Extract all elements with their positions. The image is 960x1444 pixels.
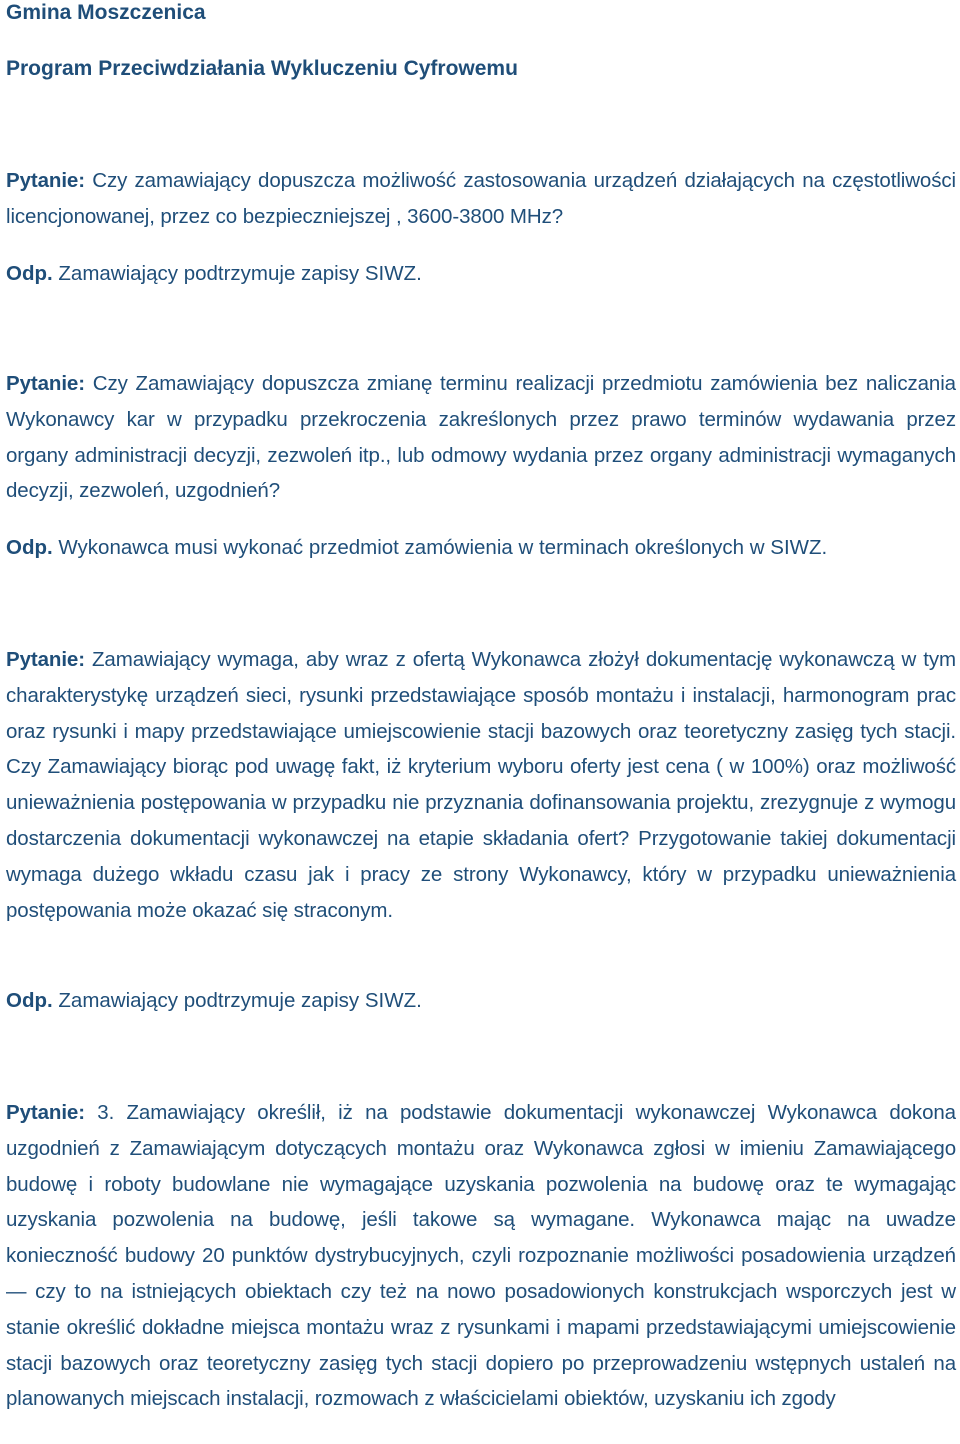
answer-label: Odp. xyxy=(6,262,53,285)
question-4-text: 3. Zamawiający określił, iż na podstawie dokumentacji wykonawczej Wykonawca dokona uzgodnień z Zamawiającym dotyczących montażu oraz Wykonawca zgłosi w imieniu Zamawiającego budowę i roboty budowlane nie wymagające uzyskania pozwolenia na budowę oraz te wymagając uzyskania pozwolenia na budowę, jeśli takowe są wymagane. Wykonawca mając na uwadze konieczność budowy 20 punktów dystrybucyjnych, czyli rozpoznanie możliwości posadowienia urządzeń — czy to na istniejących obiektach czy też na nowo posadowionych konstrukcjach wsporczych jest w stanie określić dokładne miejsca montażu wraz z rysunkami i mapami przedstawiającymi umiejscowienie stacji bazowych oraz teoretyczny zasięg tych stacji dopiero po przeprowadzeniu wstępnych ustaleń na planowanych miejscach instalacji, rozmowach z właścicielami obiektów, uzyskaniu ich zgody xyxy=(6,1101,956,1411)
answer-1-text: Zamawiający podtrzymuje zapisy SIWZ. xyxy=(58,262,422,285)
question-1-text: Czy zamawiający dopuszcza możliwość zastosowania urządzeń działających na częstotliwości licencjonowanej, przez co bezpieczniejszej , 3600-3800 MHz? xyxy=(6,169,956,228)
question-3-text: Zamawiający wymaga, aby wraz z ofertą Wykonawca złożył dokumentację wykonawczą w tym charakterystykę urządzeń sieci, rysunki przedstawiające sposób montażu i instalacji, harmonogram prac oraz rysunki i mapy przedstawiające umiejscowienie stacji bazowych oraz teoretyczny zasięg tych stacji. Czy Zamawiający biorąc pod uwagę fakt, iż kryterium wyboru oferty jest cena ( w 100%) oraz możliwość unieważnienia postępowania w przypadku nie przyznania dofinansowania projektu, zrezygnuje z wymogu dostarczenia dokumentacji wykonawczej na etapie składania ofert? Przygotowanie takiej dokumentacji wymaga dużego wkładu czasu jak i pracy ze strony Wykonawcy, który w przypadku unieważnienia postępowania może okazać się straconym. xyxy=(6,648,956,922)
question-2 xyxy=(6,366,956,509)
program-heading: Program Przeciwdziałania Wykluczeniu Cyfrowemu xyxy=(6,57,518,80)
question-4 xyxy=(6,1095,956,1417)
question-label: Pytanie: xyxy=(6,1101,85,1124)
answer-label: Odp. xyxy=(6,536,53,559)
answer-2-text: Wykonawca musi wykonać przedmiot zamówienia w terminach określonych w SIWZ. xyxy=(58,536,828,559)
question-label: Pytanie: xyxy=(6,648,85,671)
answer-1 xyxy=(6,256,956,292)
answer-3-text: Zamawiający podtrzymuje zapisy SIWZ. xyxy=(58,989,422,1012)
question-1 xyxy=(6,163,956,235)
question-label: Pytanie: xyxy=(6,169,85,192)
question-2-text: Czy Zamawiający dopuszcza zmianę terminu realizacji przedmiotu zamówienia bez naliczania Wykonawcy kar w przypadku przekroczenia zakreślonych przez prawo terminów wydawania przez organy administracji decyzji, zezwoleń itp., lub odmowy wydania przez organy administracji wymaganych decyzji, zezwoleń, uzgodnień? xyxy=(6,372,956,503)
answer-3 xyxy=(6,983,956,1019)
organization-heading: Gmina Moszczenica xyxy=(6,1,206,24)
answer-label: Odp. xyxy=(6,989,53,1012)
question-3 xyxy=(6,642,956,928)
answer-2 xyxy=(6,530,956,566)
question-label: Pytanie: xyxy=(6,372,85,395)
